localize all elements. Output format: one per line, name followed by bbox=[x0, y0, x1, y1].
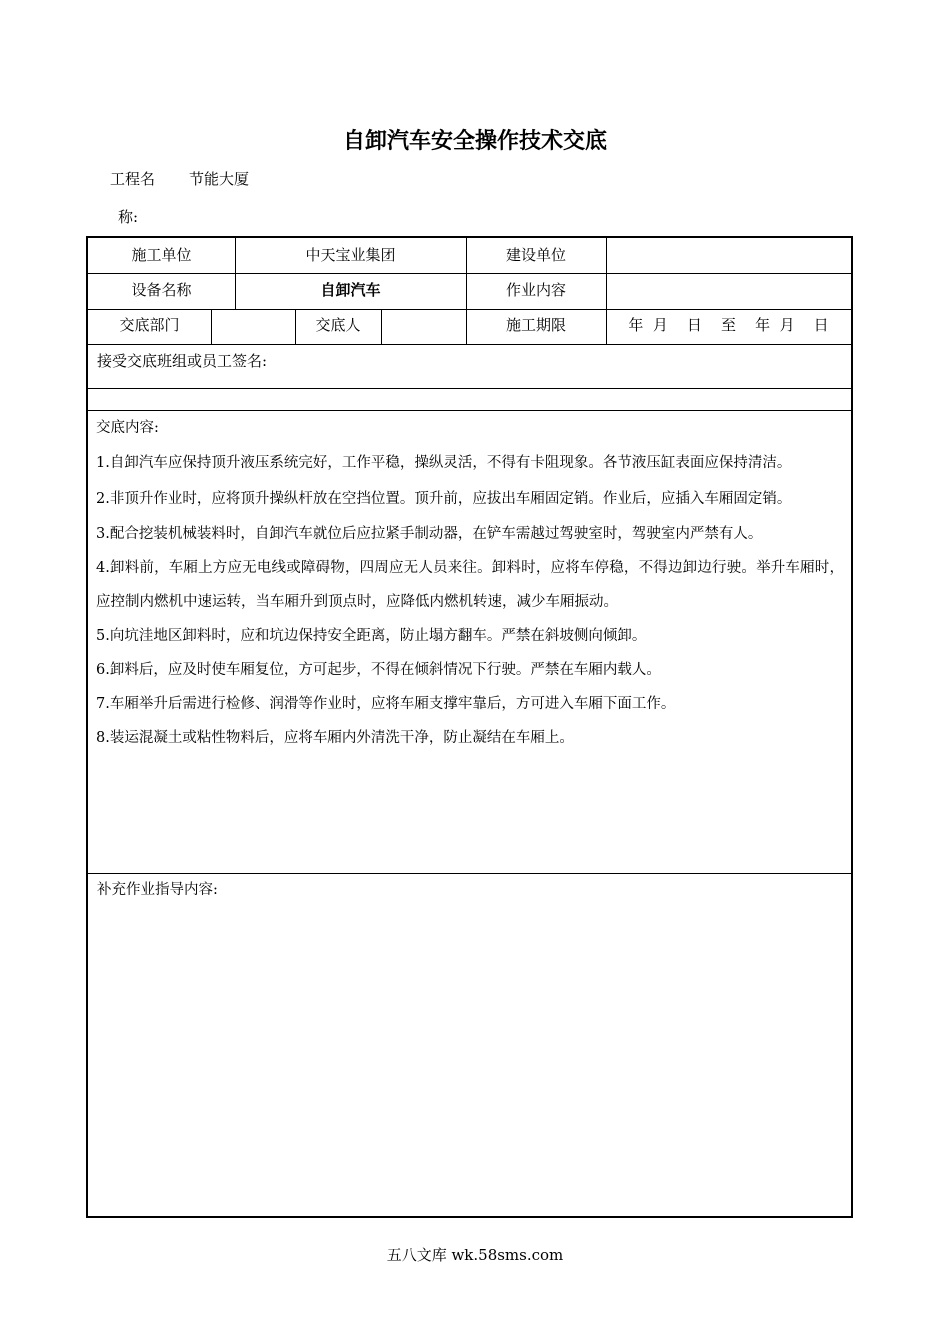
project-name-value: 节能大厦 bbox=[189, 170, 250, 188]
construction-period-value: 年 月 日 至 年 月 日 bbox=[628, 316, 829, 334]
content-item: 4.卸料前，车厢上方应无电线或障碍物，四周应无人员来往。卸料时，应将车停稳，不得边卸边行驶。举升车厢时，应控制内燃机中速运转，当车厢升到顶点时，应降低内燃机转速，减少车厢振动。 bbox=[96, 560, 844, 610]
content-item: 2.非顶升作业时，应将顶升操纵杆放在空挡位置。顶升前，应拔出车厢固定销。作业后，应插入车厢固定销。 bbox=[96, 491, 792, 507]
row-divider bbox=[88, 410, 851, 411]
content-item: 3.配合挖装机械装料时，自卸汽车就位后应拉紧手制动器，在铲车需越过驾驶室时，驾驶室内严禁有人。 bbox=[96, 526, 763, 542]
build-unit-label: 建设单位 bbox=[505, 246, 566, 264]
construction-period-label: 施工期限 bbox=[505, 316, 566, 334]
row-divider bbox=[88, 273, 851, 274]
project-name-label: 工程名 bbox=[110, 170, 156, 188]
content-item: 7.车厢举升后需进行检修、润滑等作业时，应将车厢支撑牢靠后，方可进入车厢下面工作。 bbox=[96, 696, 676, 712]
disclosure-content bbox=[96, 415, 844, 755]
project-name-label-cont: 称: bbox=[118, 208, 139, 226]
equipment-name-value: 自卸汽车 bbox=[320, 281, 381, 299]
content-heading: 交底内容: bbox=[96, 420, 159, 436]
row-divider bbox=[88, 873, 851, 874]
construction-unit-value: 中天宝业集团 bbox=[305, 246, 396, 264]
content-item: 8.装运混凝土或粘性物料后，应将车厢内外清洗干净，防止凝结在车厢上。 bbox=[96, 730, 574, 746]
disclosure-dept-label: 交底部门 bbox=[119, 316, 180, 334]
disclosure-person-label: 交底人 bbox=[315, 316, 361, 334]
supplement-heading: 补充作业指导内容: bbox=[97, 882, 218, 898]
equipment-name-label: 设备名称 bbox=[131, 281, 192, 299]
row-divider bbox=[88, 388, 851, 389]
work-content-label: 作业内容 bbox=[505, 281, 566, 299]
footer-watermark: 五八文库 wk.58sms.com bbox=[386, 1246, 564, 1264]
col-divider bbox=[211, 309, 212, 344]
row-divider bbox=[88, 344, 851, 345]
page-title: 自卸汽车安全操作技术交底 bbox=[342, 129, 607, 154]
construction-unit-label: 施工单位 bbox=[131, 246, 192, 264]
content-item: 1.自卸汽车应保持顶升液压系统完好，工作平稳，操纵灵活，不得有卡阻现象。各节液压缸表面应保持清洁。 bbox=[96, 455, 792, 471]
content-item: 5.向坑洼地区卸料时，应和坑边保持安全距离，防止塌方翻车。严禁在斜坡侧向倾卸。 bbox=[96, 628, 647, 644]
content-item: 6.卸料后，应及时使车厢复位，方可起步，不得在倾斜情况下行驶。严禁在车厢内载人。 bbox=[96, 662, 661, 678]
col-divider bbox=[381, 309, 382, 344]
signature-label: 接受交底班组或员工签名: bbox=[97, 352, 268, 370]
row-divider bbox=[88, 309, 851, 310]
